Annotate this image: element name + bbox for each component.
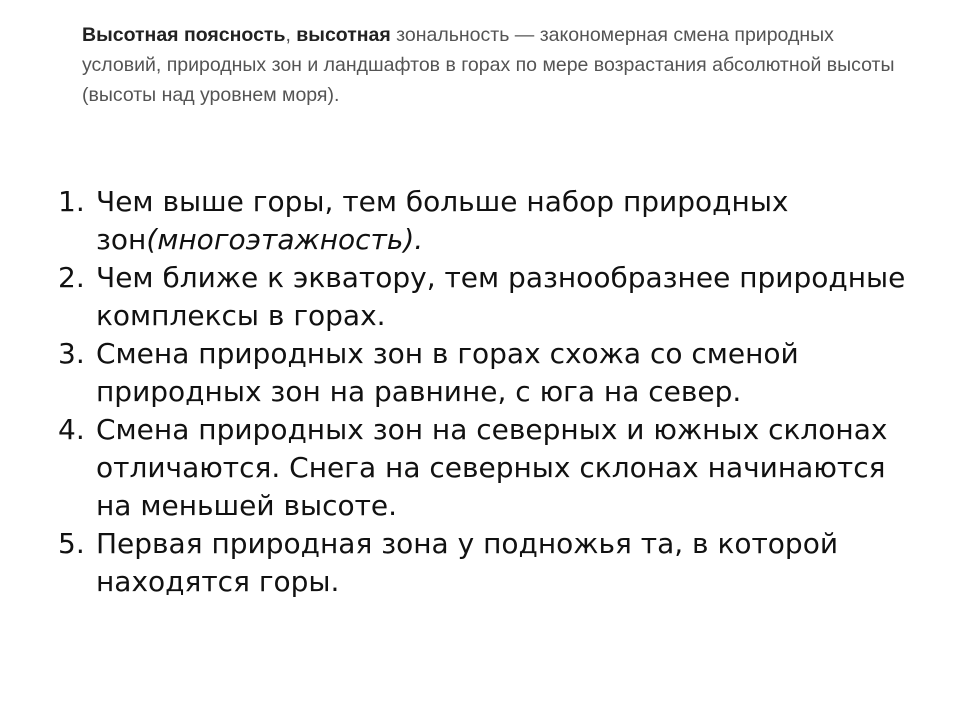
- fact-text: Смена природных зон на северных и южных склонах отличаются. Снега на северных склонах начинаются на меньшей высоте.: [96, 413, 888, 522]
- definition-text: зональность — закономерная смена природных условий, природных зон и ландшафтов в горах по мере возрастания абсолютной высоты (высоты над уровнем моря).: [82, 24, 895, 106]
- fact-text-wrapper: [96, 183, 918, 259]
- fact-item-2: [58, 259, 918, 335]
- definition-paragraph: [82, 20, 902, 110]
- fact-item-1: [58, 183, 918, 259]
- facts-list: [58, 183, 918, 601]
- fact-item-4: [58, 411, 918, 525]
- fact-text: Чем выше горы, тем больше набор природных зон: [96, 185, 789, 256]
- fact-number: 3.: [58, 337, 85, 370]
- fact-number: 5.: [58, 527, 85, 560]
- fact-italic-note: (многоэтажность).: [146, 223, 424, 256]
- fact-number: 2.: [58, 261, 85, 294]
- fact-text: Смена природных зон в горах схожа со сменой природных зон на равнине, с юга на север.: [96, 337, 799, 408]
- definition-term-secondary: высотная: [296, 24, 391, 46]
- definition-term-primary: Высотная поясность: [82, 24, 286, 46]
- definition-separator: ,: [285, 24, 297, 46]
- fact-number: 1.: [58, 185, 85, 218]
- fact-text: Первая природная зона у подножья та, в которой находятся горы.: [96, 527, 839, 598]
- fact-number: 4.: [58, 413, 85, 446]
- fact-item-3: [58, 335, 918, 411]
- fact-text: Чем ближе к экватору, тем разнообразнее природные комплексы в горах.: [96, 261, 906, 332]
- fact-item-5: [58, 525, 918, 601]
